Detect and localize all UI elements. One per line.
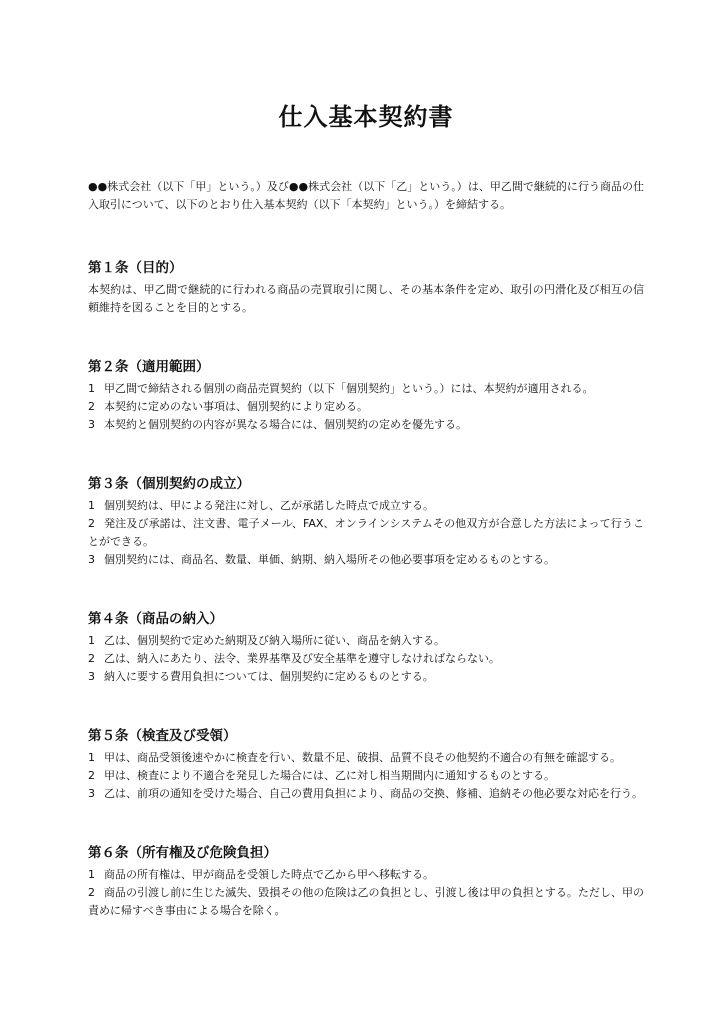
clause-text: 乙は、個別契約で定めた納期及び納入場所に従い、商品を納入する。 xyxy=(104,634,445,647)
clause xyxy=(88,497,644,515)
article-3 xyxy=(88,474,644,569)
clause-number: 2 xyxy=(88,769,95,782)
clause-text: 本契約と個別契約の内容が異なる場合には、個別契約の定めを優先する。 xyxy=(104,418,467,431)
clause xyxy=(88,650,644,668)
article-6 xyxy=(88,843,644,920)
clause-text: 個別契約は、甲による発注に対し、乙が承諾した時点で成立する。 xyxy=(104,499,434,512)
clause-text: 乙は、前項の通知を受けた場合、自己の費用負担により、商品の交換、修補、追納その他必要な対応を行う。 xyxy=(104,787,643,800)
article-body xyxy=(88,632,644,686)
clause-number: 2 xyxy=(88,400,95,413)
clause-number: 3 xyxy=(88,418,95,431)
clause xyxy=(88,749,644,767)
document-title: 仕入基本契約書 xyxy=(278,103,454,131)
article-heading: 第４条（商品の納入） xyxy=(88,611,223,627)
clause-text: 甲は、検査により不適合を発見した場合には、乙に対し相当期間内に通知するものとする。 xyxy=(104,769,555,782)
article-1 xyxy=(88,258,644,317)
clause-number: 1 xyxy=(88,634,95,647)
clause-text: 商品の引渡し前に生じた滅失、毀損その他の危険は乙の負担とし、引渡し後は甲の負担とする。ただし、甲の責めに帰すべき事由による場合を除く。 xyxy=(88,886,644,917)
article-heading: 第２条（適用範囲） xyxy=(88,359,210,375)
article-5 xyxy=(88,726,644,803)
clause xyxy=(88,380,644,398)
article-heading: 第６条（所有権及び危険負担） xyxy=(88,845,277,861)
clause xyxy=(88,866,644,884)
clause-text: 納入に要する費用負担については、個別契約に定めるものとする。 xyxy=(104,670,434,683)
article-heading: 第５条（検査及び受領） xyxy=(88,728,237,744)
clause-number: 1 xyxy=(88,382,95,395)
article-4 xyxy=(88,609,644,686)
clause xyxy=(88,767,644,785)
article-heading: 第３条（個別契約の成立） xyxy=(88,476,250,492)
clause xyxy=(88,668,644,686)
clause-text: 個別契約には、商品名、数量、単価、納期、納入場所その他必要事項を定めるものとする。 xyxy=(104,553,555,566)
clause xyxy=(88,632,644,650)
clause-number: 2 xyxy=(88,886,95,899)
clause xyxy=(88,398,644,416)
clause xyxy=(88,416,644,434)
clause-number: 2 xyxy=(88,517,95,530)
article-body xyxy=(88,497,644,569)
clause-number: 1 xyxy=(88,499,95,512)
clause-text: 商品の所有権は、甲が商品を受領した時点で乙から甲へ移転する。 xyxy=(104,868,434,881)
article-body xyxy=(88,281,644,317)
clause-number: 3 xyxy=(88,787,95,800)
clause xyxy=(88,785,644,803)
clause-text: 本契約に定めのない事項は、個別契約により定める。 xyxy=(104,400,368,413)
article-body xyxy=(88,866,644,920)
article-heading: 第１条（目的） xyxy=(88,260,183,276)
article-body xyxy=(88,749,644,803)
clause xyxy=(88,515,644,551)
clause xyxy=(88,281,644,317)
clause-number: 2 xyxy=(88,652,95,665)
clause-text: 甲乙間で締結される個別の商品売買契約（以下「個別契約」という。）には、本契約が適用される。 xyxy=(104,382,594,395)
clause xyxy=(88,884,644,920)
clause-text: 乙は、納入にあたり、法令、業界基準及び安全基準を遵守しなければならない。 xyxy=(104,652,500,665)
clause-number: 3 xyxy=(88,670,95,683)
contract-page xyxy=(88,100,644,960)
clause-text: 本契約は、甲乙間で継続的に行われる商品の売買取引に関し、その基本条件を定め、取引の円滑化及び相互の信頼維持を図ることを目的とする。 xyxy=(88,283,644,314)
clause-text: 発注及び承諾は、注文書、電子メール、FAX、オンラインシステムその他双方が合意した方法によって行うことができる。 xyxy=(88,517,644,548)
article-body xyxy=(88,380,644,434)
clause-number: 1 xyxy=(88,751,95,764)
preamble: ●●株式会社（以下「甲」という。）及び●●株式会社（以下「乙」という。）は、甲乙間で継続的に行う商品の仕入取引について、以下のとおり仕入基本契約（以下「本契約」という。）を締結する。 xyxy=(88,180,644,211)
clause-number: 3 xyxy=(88,553,95,566)
clause-number: 1 xyxy=(88,868,95,881)
article-2 xyxy=(88,357,644,434)
clause xyxy=(88,551,644,569)
clause-text: 甲は、商品受領後速やかに検査を行い、数量不足、破損、品質不良その他契約不適合の有無を確認する。 xyxy=(104,751,621,764)
